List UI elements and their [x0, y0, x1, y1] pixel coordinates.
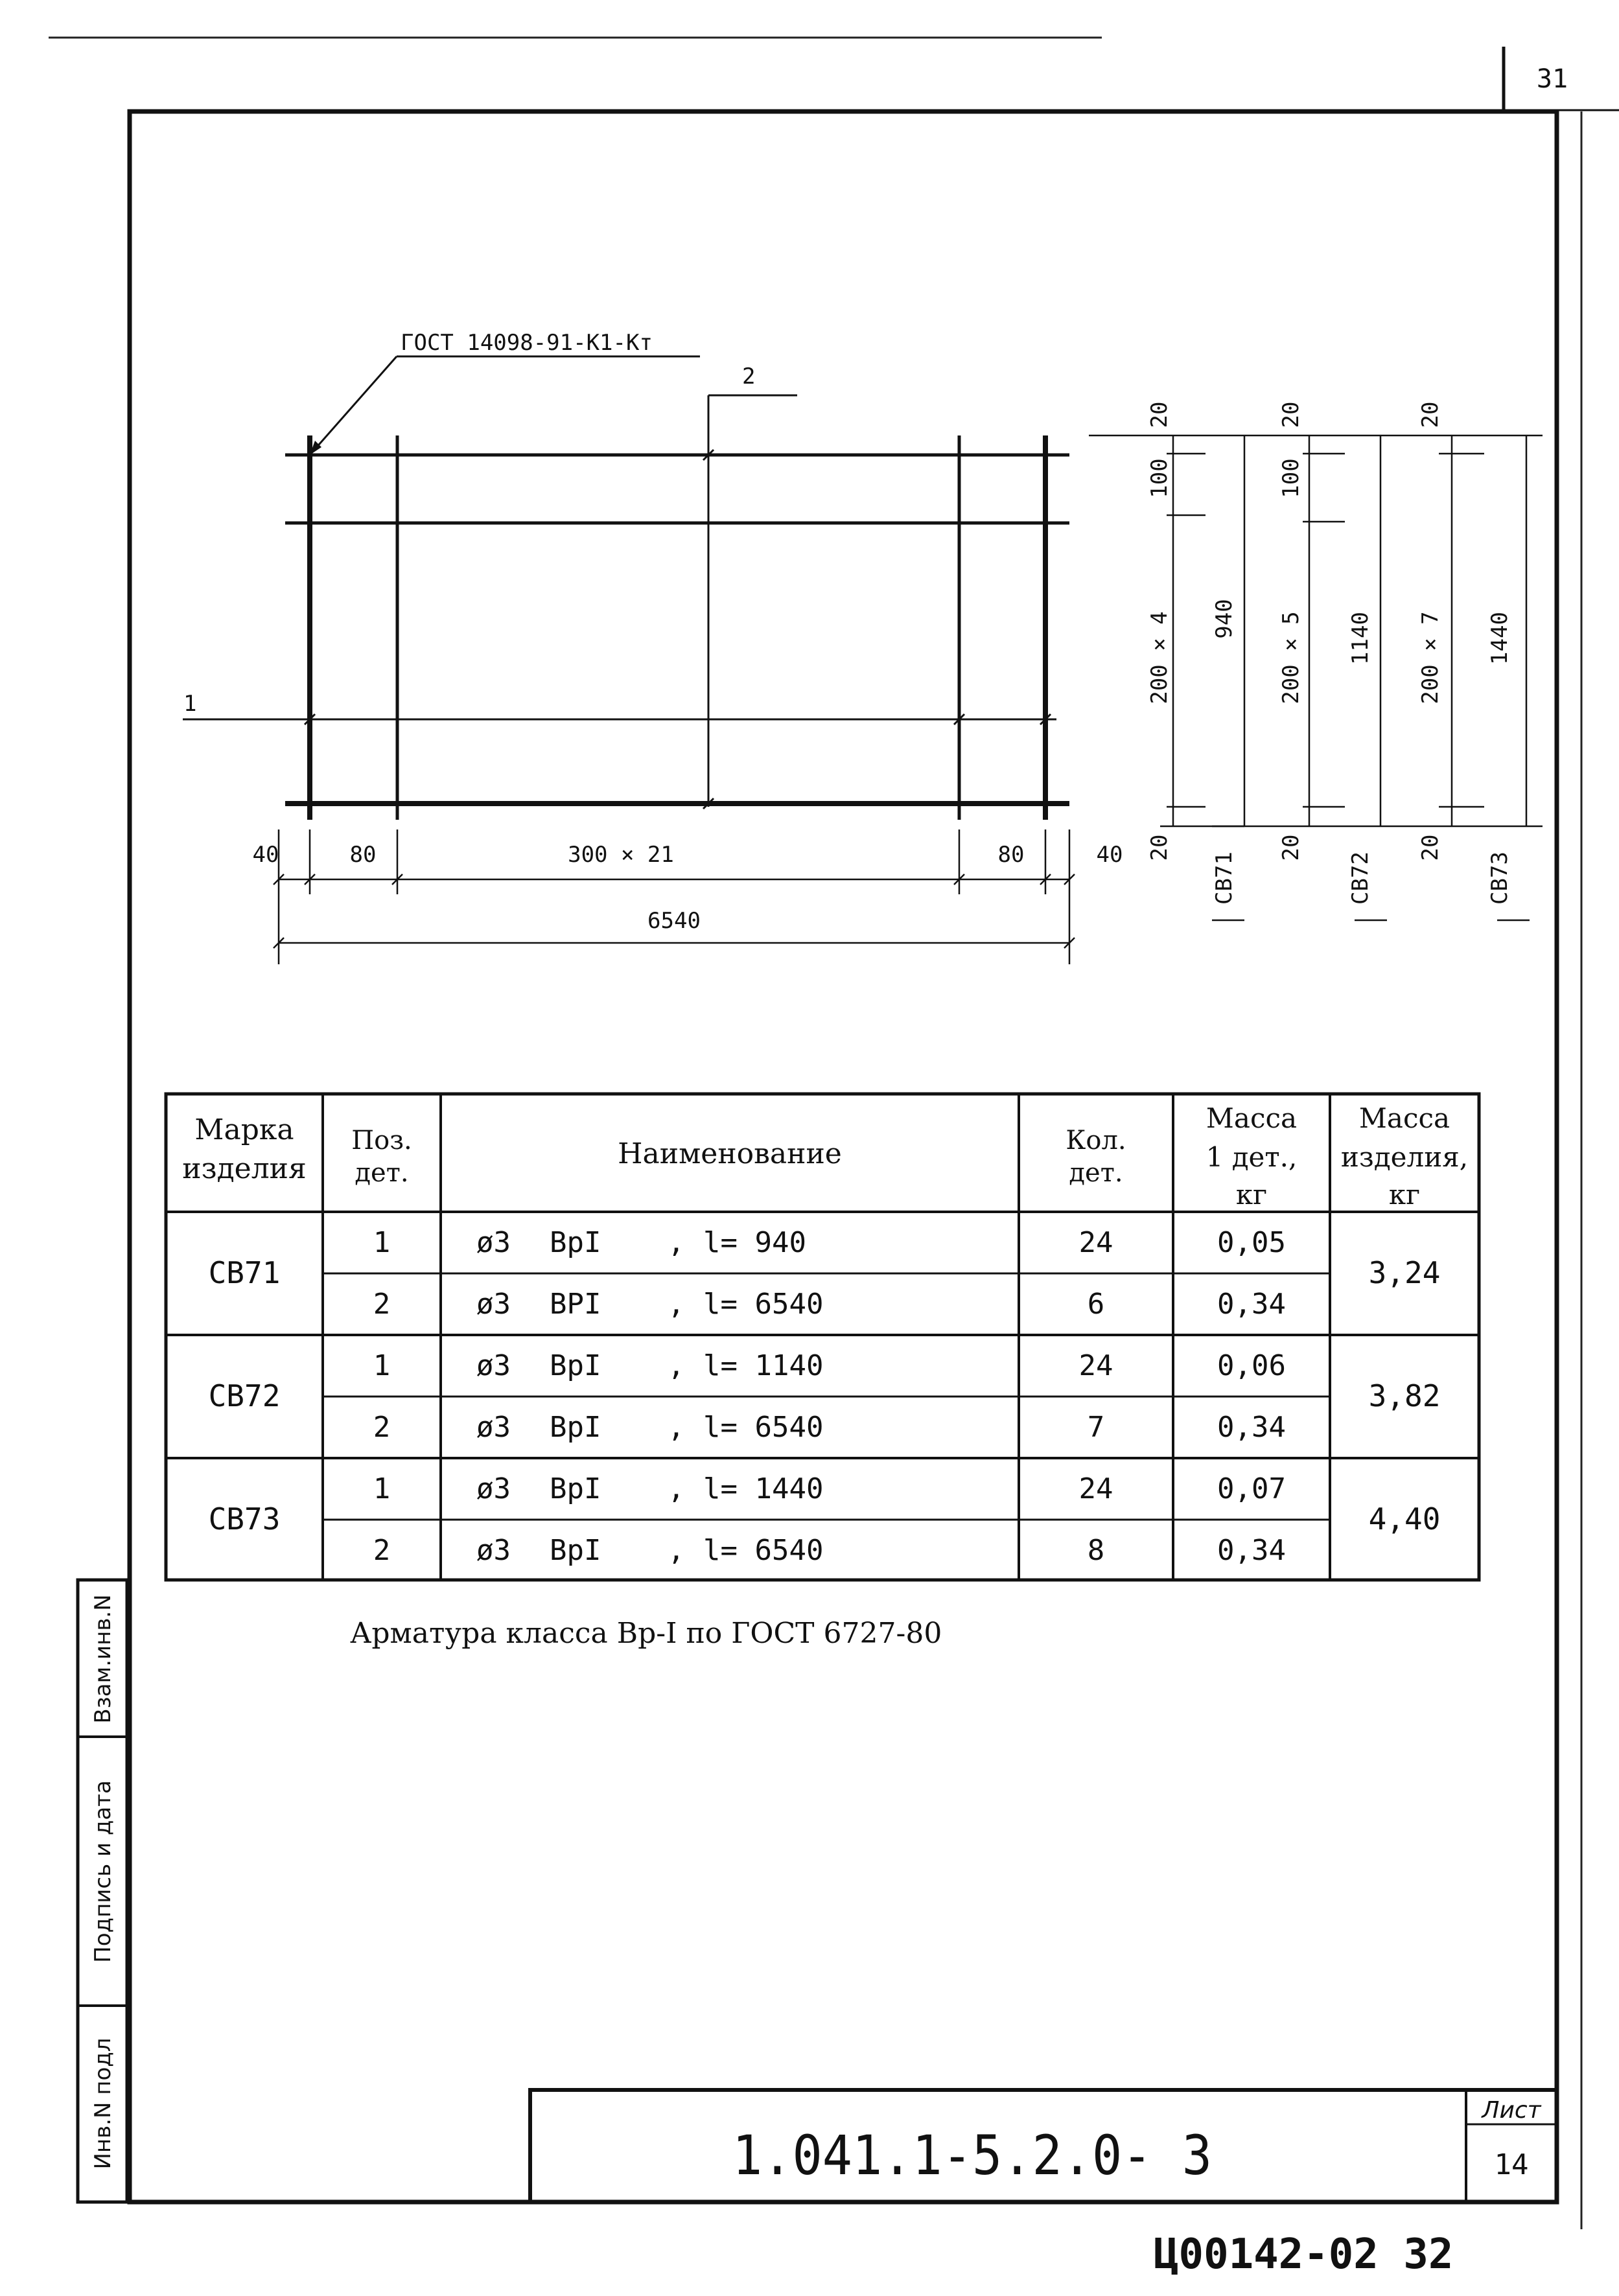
table-cell-qty: 6 [1087, 1288, 1105, 1321]
th-pos-1: Поз. [351, 1126, 412, 1155]
table-cell-mass: 0,34 [1217, 1411, 1286, 1444]
table-cell-pos: 2 [373, 1411, 391, 1444]
table-cell-length: l= 6540 [703, 1534, 824, 1567]
table-cell-class: ВрI [550, 1411, 601, 1444]
table-cell-qty: 24 [1078, 1349, 1113, 1382]
table-cell-qty: 7 [1087, 1411, 1105, 1444]
th-qty-2: дет. [1069, 1158, 1123, 1188]
table-cell-dia: ø3 [476, 1472, 511, 1505]
sheet-number: 14 [1494, 2148, 1529, 2181]
table-cell-qty: 24 [1078, 1226, 1113, 1259]
table-cell-mass: 0,06 [1217, 1349, 1286, 1382]
dim-end-left: 40 [252, 842, 279, 868]
table-cell-dia: ø3 [476, 1534, 511, 1567]
side-dim-end-2: 100 [1278, 458, 1304, 498]
sheet-label: Лист [1482, 2097, 1541, 2124]
archive-number: Ц00142-02 32 [1154, 2231, 1454, 2279]
table-cell-dia: ø3 [476, 1288, 511, 1321]
table-cell-sep: , [668, 1411, 685, 1444]
table-cell-sep: , [668, 1534, 685, 1567]
table-cell-sep: , [668, 1472, 685, 1505]
table-cell-class: ВРI [550, 1288, 601, 1321]
pos-label-2: 2 [742, 364, 756, 389]
table-cell-length: l= 940 [703, 1226, 806, 1259]
side-dim-top-2: 20 [1278, 401, 1304, 428]
table-cell-total: 4,40 [1368, 1502, 1441, 1536]
table-cell-total: 3,82 [1368, 1378, 1441, 1413]
side-dim-total-3: 1440 [1487, 612, 1513, 665]
th-mass1-1: Масса [1206, 1102, 1298, 1134]
sheet-corner-number: 31 [1536, 64, 1568, 94]
th-mass-total-1: Масса [1358, 1102, 1450, 1134]
table-cell-class: ВрI [550, 1534, 601, 1567]
th-mass1-3: кг [1235, 1179, 1268, 1211]
table-cell-pos: 2 [373, 1534, 391, 1567]
table-cell-length: l= 6540 [703, 1411, 824, 1444]
side-dim-total-1: 940 [1211, 599, 1237, 639]
table-cell-total: 3,24 [1368, 1255, 1441, 1290]
side-dim-top-3: 20 [1417, 401, 1443, 428]
doc-code: 1.041.1-5.2.0- 3 [732, 2124, 1212, 2187]
th-mass-total-2: изделия, [1340, 1141, 1469, 1173]
table-cell-mass: 0,07 [1217, 1472, 1286, 1505]
stamp-original-inv: Инв.N подл [90, 2037, 116, 2170]
side-dim-bottom-3: 20 [1417, 834, 1443, 861]
table-cell-mass: 0,05 [1217, 1226, 1286, 1259]
table-cell-mark: СВ73 [208, 1502, 281, 1536]
th-name: Наименование [618, 1137, 842, 1170]
dim-edge-right: 80 [997, 842, 1025, 868]
side-dim-bottom-2: 20 [1278, 834, 1304, 861]
horizontal-dimensions [274, 829, 1075, 964]
table-cell-mark: СВ71 [208, 1255, 281, 1290]
reinforcement-note: Арматура класса Вр-I по ГОСТ 6727-80 [350, 1617, 942, 1650]
th-qty-1: Кол. [1066, 1126, 1126, 1155]
side-dim-top-1: 20 [1147, 401, 1172, 428]
table-cell-class: ВрI [550, 1349, 601, 1382]
table-cell-mass: 0,34 [1217, 1288, 1286, 1321]
side-mark-2: СВ72 [1347, 852, 1373, 905]
side-dim-bottom-1: 20 [1147, 834, 1172, 861]
table-cell-qty: 8 [1087, 1534, 1105, 1567]
table-cell-pos: 2 [373, 1288, 391, 1321]
table-cell-pos: 1 [373, 1226, 391, 1259]
table-cell-class: ВрI [550, 1472, 601, 1505]
table-cell-sep: , [668, 1349, 685, 1382]
th-mass1-2: 1 дет., [1206, 1141, 1298, 1173]
table-cell-sep: , [668, 1226, 685, 1259]
table-cell-mark: СВ72 [208, 1378, 281, 1413]
th-mark-2: изделия [182, 1152, 307, 1185]
th-mass-total-3: кг [1388, 1179, 1421, 1211]
side-mark-3: СВ73 [1487, 852, 1513, 905]
side-dim-mid-1: 200 × 4 [1147, 611, 1172, 704]
table-cell-length: l= 6540 [703, 1288, 824, 1321]
table-cell-length: l= 1440 [703, 1472, 824, 1505]
th-mark-1: Марка [194, 1113, 294, 1146]
table-cell-mass: 0,34 [1217, 1534, 1286, 1567]
mesh-drawing [183, 356, 1069, 820]
table-cell-pos: 1 [373, 1472, 391, 1505]
th-pos-2: дет. [355, 1158, 409, 1188]
stamp-signature-date: Подпись и дата [90, 1780, 116, 1963]
side-dim-mid-2: 200 × 5 [1278, 611, 1304, 704]
table-cell-class: ВрI [550, 1226, 601, 1259]
dim-total-length: 6540 [647, 908, 701, 934]
table-cell-dia: ø3 [476, 1226, 511, 1259]
table-cell-dia: ø3 [476, 1349, 511, 1382]
weld-note: ГОСТ 14098-91-К1-Кт [401, 330, 653, 356]
side-dim-total-2: 1140 [1347, 612, 1373, 665]
table-cell-dia: ø3 [476, 1411, 511, 1444]
side-dim-end-1: 100 [1147, 458, 1172, 498]
dim-edge-left: 80 [349, 842, 377, 868]
dim-pitch: 300 × 21 [568, 842, 674, 868]
table-cell-qty: 24 [1078, 1472, 1113, 1505]
side-mark-1: СВ71 [1211, 852, 1237, 905]
dim-end-right: 40 [1096, 842, 1123, 868]
table-cell-pos: 1 [373, 1349, 391, 1382]
table-cell-length: l= 1140 [703, 1349, 824, 1382]
side-dim-mid-3: 200 × 7 [1417, 611, 1443, 704]
pos-label-1: 1 [183, 691, 197, 717]
stamp-replaced-inv: Взам.инв.N [90, 1594, 116, 1724]
table-cell-sep: , [668, 1288, 685, 1321]
